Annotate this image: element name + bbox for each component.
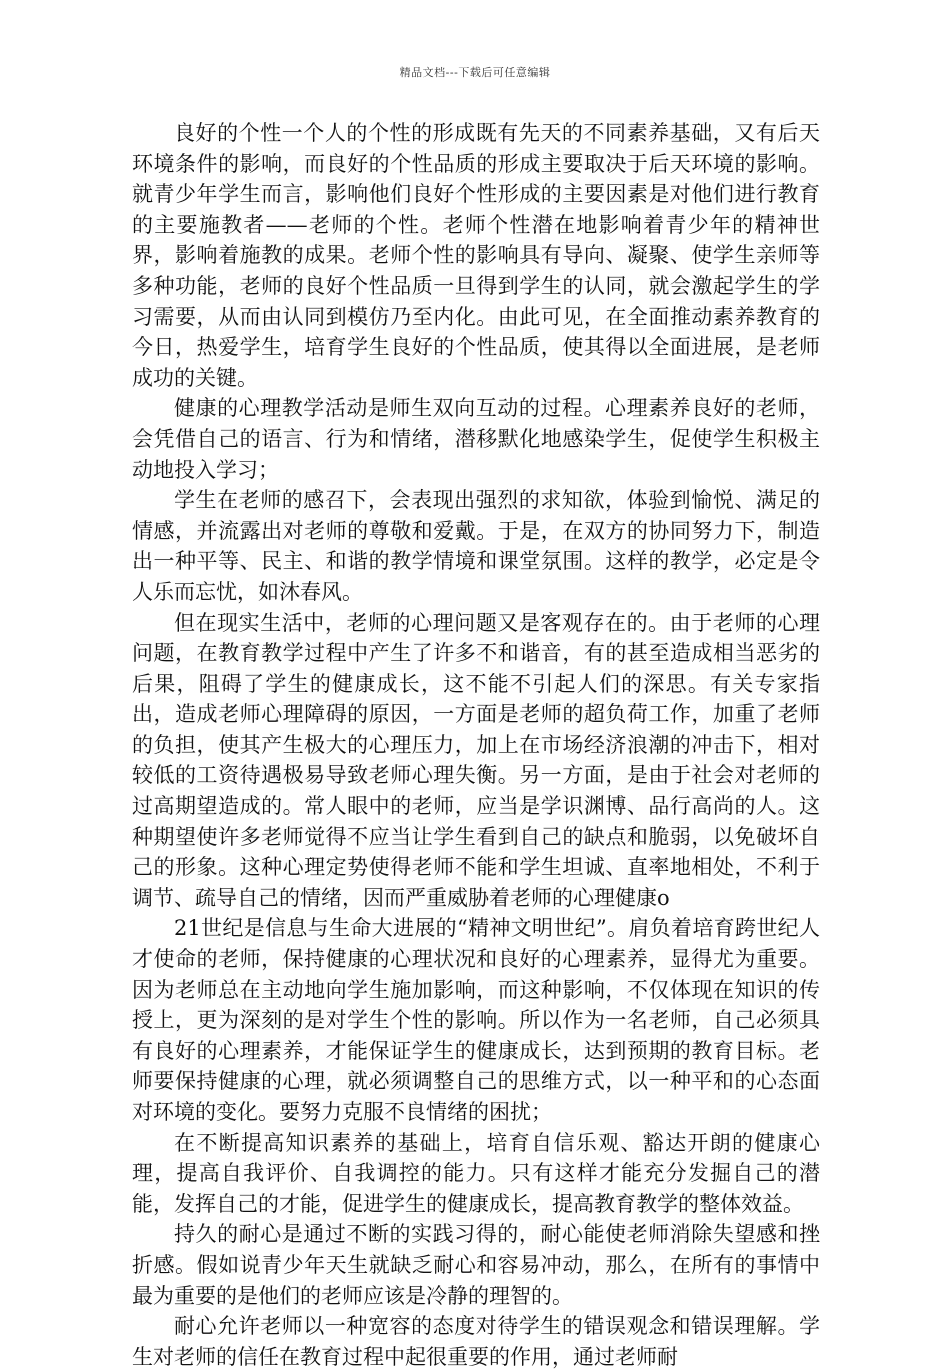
paragraph-4: 但在现实生活中，老师的心理问题又是客观存在的。由于老师的心理问题，在教育教学过程中产生了许多不和谐音，有的甚至造成相当恶劣的后果，阻碍了学生的健康成长，这不能不引起人们的深思。有关专家指出，造成老师心理障碍的原因，一方面是老师的超负荷工作，加重了老师的负担，使其产生极大的心理压力，加上在市场经济浪潮的冲击下，相对较低的工资待遇极易导致老师心理失衡。另一方面，是由于社会对老师的过高期望造成的。常人眼中的老师，应当是学识渊博、品行高尚的人。这种期望使许多老师觉得不应当让学生看到自己的缺点和脆弱，以免破坏自己的形象。这种心理定势使得老师不能和学生坦诚、直率地相处，不利于调节、疏导自己的情绪，因而严重威胁着老师的心理健康o (132, 610, 820, 910)
paragraph-5: 21世纪是信息与生命大进展的“精神文明世纪”。肩负着培育跨世纪人才使命的老师，保持健康的心理状况和良好的心理素养，显得尤为重要。因为老师总在主动地向学生施加影响，而这种影响，不仅体现在知识的传授上，更为深刻的是对学生个性的影响。所以作为一名老师，自己必须具有良好的心理素养，才能保证学生的健康成长，达到预期的教育目标。老师要保持健康的心理，就必须调整自己的思维方式，以一种平和的心态面对环境的变化。要努力克服不良情绪的困扰； (132, 916, 820, 1124)
page-header: 精品文档---下载后可任意编辑 (399, 66, 551, 79)
paragraph-7: 持久的耐心是通过不断的实践习得的，耐心能使老师消除失望感和挫折感。假如说青少年天生就缺乏耐心和容易冲动，那么，在所有的事情中最为重要的是他们的老师应该是冷静的理智的。 (132, 1222, 820, 1308)
paragraph-2: 健康的心理教学活动是师生双向互动的过程。心理素养良好的老师，会凭借自己的语言、行为和情绪，潜移默化地感染学生，促使学生积极主动地投入学习； (132, 396, 820, 482)
paragraph-3: 学生在老师的感召下，会表现出强烈的求知欲，体验到愉悦、满足的情感，并流露出对老师的尊敬和爱戴。于是，在双方的协同努力下，制造出一种平等、民主、和谐的教学情境和课堂氛围。这样的教学，必定是令人乐而忘忧，如沐春风。 (132, 488, 820, 604)
paragraph-1: 良好的个性一个人的个性的形成既有先天的不同素养基础，又有后天环境条件的影响，而良好的个性品质的形成主要取决于后天环境的影响。就青少年学生而言，影响他们良好个性形成的主要因素是对他们进行教育的主要施教者——老师的个性。老师个性潜在地影响着青少年的精神世界，影响着施教的成果。老师个性的影响具有导向、凝聚、使学生亲师等多种功能，老师的良好个性品质一旦得到学生的认同，就会激起学生的学习需要，从而由认同到模仿乃至内化。由此可见，在全面推动素养教育的今日，热爱学生，培育学生良好的个性品质，使其得以全面进展，是老师成功的关键。 (132, 121, 820, 390)
paragraph-6: 在不断提高知识素养的基础上，培育自信乐观、豁达开朗的健康心理，提高自我评价、自我调控的能力。只有这样才能充分发掘自己的潜能，发挥自己的才能，促进学生的健康成长，提高教育教学的整体效益。 (132, 1130, 820, 1216)
document-body (132, 118, 820, 1372)
paragraph-8: 耐心允许老师以一种宽容的态度对待学生的错误观念和错误理解。学生对老师的信任在教育过程中起很重要的作用，通过老师耐 (132, 1314, 820, 1369)
